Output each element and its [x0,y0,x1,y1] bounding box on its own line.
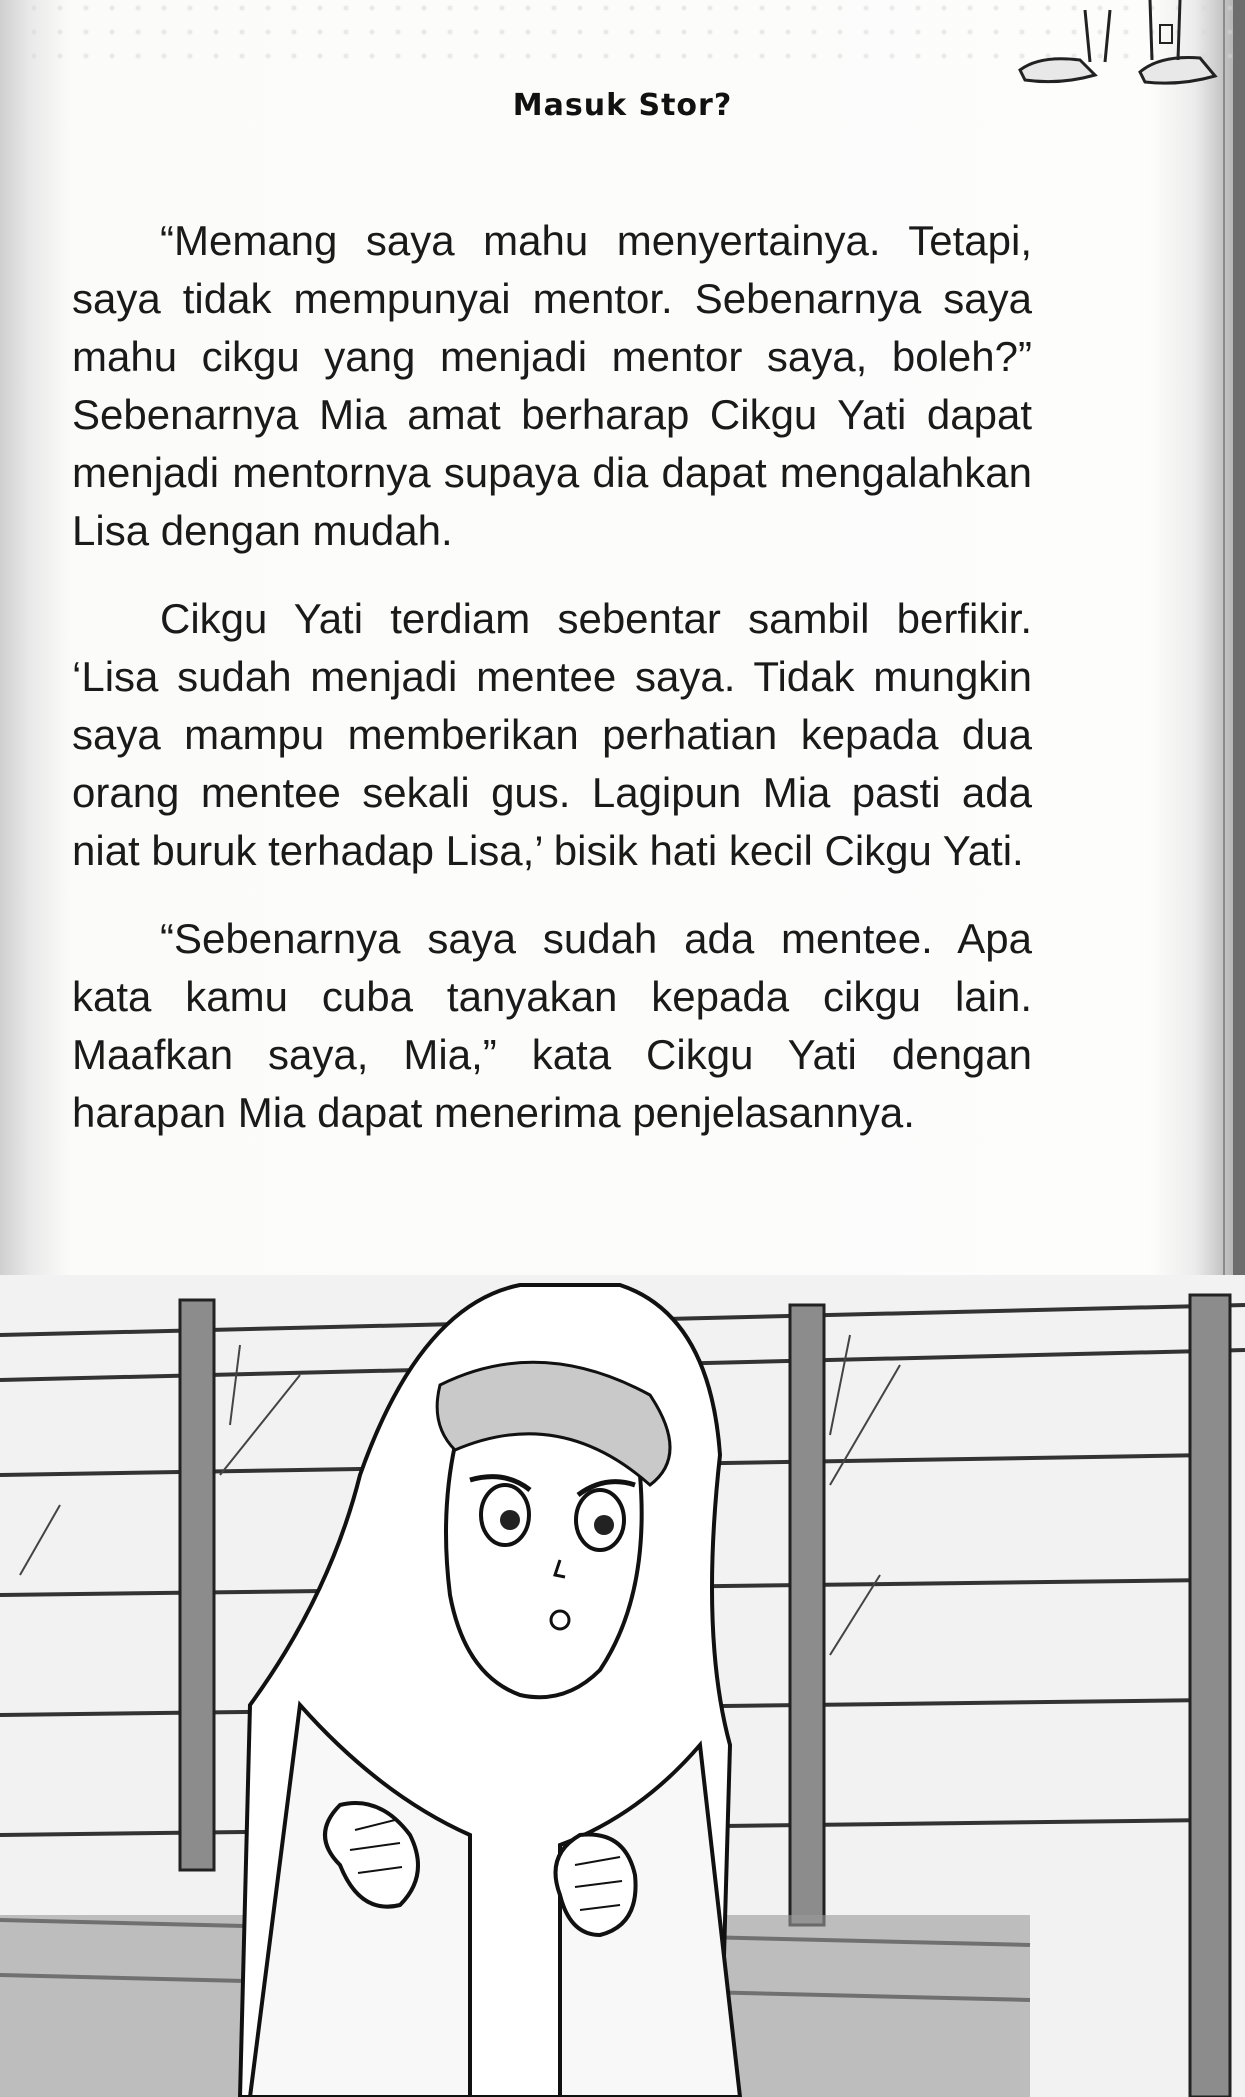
paragraph-3: “Sebenarnya saya sudah ada mentee. Apa kata kamu cuba tanyakan kepada cikgu lain. Maafkan saya, Mia,” kata Cikgu Yati dengan harapan Mia dapat menerima penjelasannya. [72,915,1032,1136]
illustration-girl-in-hijab [0,1275,1245,2097]
story-text [72,212,1032,1172]
shoes-doodle-icon [1000,0,1230,100]
chapter-title: Masuk Stor? [512,88,733,123]
paragraph-2: Cikgu Yati terdiam sebentar sambil berfikir. ‘Lisa sudah menjadi mentee saya. Tidak mungkin saya mampu memberikan perhatian kepada dua orang mentee sekali gus. Lagipun Mia pasti ada niat buruk terhadap Lisa,’ bisik hati kecil Cikgu Yati. [72,595,1032,874]
paragraph-1: “Memang saya mahu menyertainya. Tetapi, saya tidak mempunyai mentor. Sebenarnya saya mahu cikgu yang menjadi mentor saya, boleh?” Sebenarnya Mia amat berharap Cikgu Yati dapat menjadi mentornya supaya dia dapat mengalahkan Lisa dengan mudah. [72,217,1032,554]
